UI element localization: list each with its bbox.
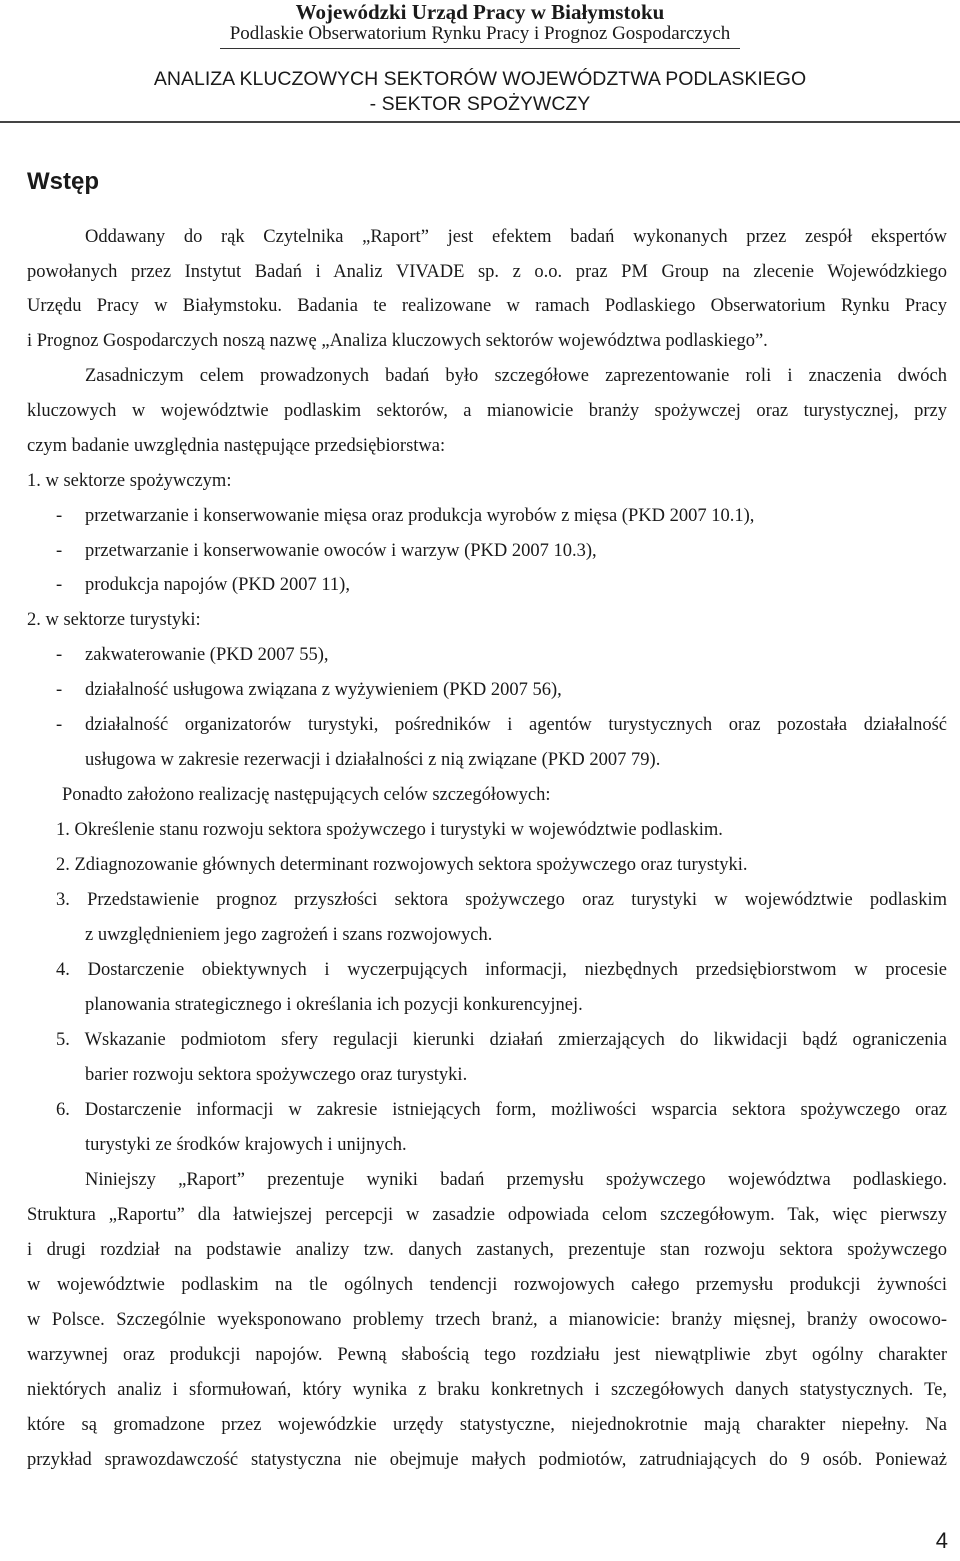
goal-item: 5. Wskazanie podmiotom sfery regulacji kierunki działań zmierzających do likwidacji bądź ograniczenia [56, 1030, 947, 1050]
text-line: i drugi rozdział na podstawie analizy tzw. danych zastanych, prezentuje stan rozwoju sektora spożywczego [27, 1240, 947, 1260]
text-line: Ponadto założono realizację następujących celów szczegółowych: [62, 785, 551, 805]
text-line: które są gromadzone przez wojewódzkie urzędy statystyczne, niejednokrotnie mają charakter niepełny. Na [27, 1415, 947, 1435]
text-line: przykład sprawozdawczość statystyczna nie obejmuje małych podmiotów, zatrudniających do 9 osób. Ponieważ [27, 1450, 947, 1470]
goal-item: 1. Określenie stanu rozwoju sektora spożywczego i turystyki w województwie podlaskim. [56, 820, 723, 840]
bullet-dash: - [56, 575, 63, 595]
list-item: przetwarzanie i konserwowanie owoców i warzyw (PKD 2007 10.3), [85, 541, 597, 561]
bullet-dash: - [56, 680, 63, 700]
list-item: produkcja napojów (PKD 2007 11), [85, 575, 350, 595]
goal-item: 4. Dostarczenie obiektywnych i wyczerpujących informacji, niezbędnych przedsiębiorstwom w procesie [56, 960, 947, 980]
text-line: powołanych przez Instytut Badań i Analiz VIVADE sp. z o.o. praz PM Group na zlecenie Wojewódzkiego [27, 262, 947, 282]
list-heading: 2. w sektorze turystyki: [27, 610, 201, 630]
goal-item: 3. Przedstawienie prognoz przyszłości sektora spożywczego oraz turystyki w województwie podlaskim [56, 890, 947, 910]
text-line: Oddawany do rąk Czytelnika „Raport” jest efektem badań wykonanych przez zespół ekspertów [85, 227, 947, 247]
list-item-continuation: usługowa w zakresie rezerwacji i działalności z nią związane (PKD 2007 79). [85, 750, 661, 770]
bullet-dash: - [56, 645, 63, 665]
header-divider [0, 121, 960, 123]
bullet-dash: - [56, 506, 63, 526]
text-line: i Prognoz Gospodarczych noszą nazwę „Analiza kluczowych sektorów województwa podlaskiego”. [27, 331, 768, 351]
goal-item-continuation: z uwzględnieniem jego zagrożeń i szans rozwojowych. [85, 925, 493, 945]
goal-item-continuation: turystyki ze środków krajowych i unijnych. [85, 1135, 407, 1155]
text-line: niektórych analiz i sformułowań, który wynika z braku konkretnych i szczegółowych danych statystycznych. Te, [27, 1380, 947, 1400]
list-item: przetwarzanie i konserwowanie mięsa oraz produkcja wyrobów z mięsa (PKD 2007 10.1), [85, 506, 755, 526]
header-observatory: Podlaskie Obserwatorium Rynku Pracy i Prognoz Gospodarczych [229, 23, 731, 44]
goal-item: 6. Dostarczenie informacji w zakresie istniejących form, możliwości wsparcia sektora spożywczego oraz [56, 1100, 947, 1120]
list-item: zakwaterowanie (PKD 2007 55), [85, 645, 329, 665]
goal-item: 2. Zdiagnozowanie głównych determinant rozwojowych sektora spożywczego oraz turystyki. [56, 855, 748, 875]
goal-item-continuation: planowania strategicznego i określania ich pozycji konkurencyjnej. [85, 995, 583, 1015]
header-rule [220, 48, 740, 49]
section-heading: Wstęp [27, 168, 99, 195]
text-line: w Polsce. Szczególnie wyeksponowano problemy trzech branż, a mianowicie: branży mięsnej, branży owocowo- [27, 1310, 947, 1330]
list-item: działalność organizatorów turystyki, pośredników i agentów turystycznych oraz pozostała działalność [85, 715, 947, 735]
text-line: kluczowych w województwie podlaskim sektorów, a mianowicie branży spożywczej oraz turystycznej, przy [27, 401, 947, 421]
text-line: Struktura „Raportu” dla łatwiejszej percepcji w zasadzie odpowiada celom szczegółowym. Tak, więc pierwszy [27, 1205, 947, 1225]
list-item: działalność usługowa związana z wyżywieniem (PKD 2007 56), [85, 680, 562, 700]
text-line: czym badanie uwzględnia następujące przedsiębiorstwa: [27, 436, 446, 456]
list-heading: 1. w sektorze spożywczym: [27, 471, 232, 491]
header-title-line-1: ANALIZA KLUCZOWYCH SEKTORÓW WOJEWÓDZTWA PODLASKIEGO [153, 68, 807, 90]
text-line: warzywnej oraz produkcji napojów. Pewną słabością tego rozdziału jest niewątpliwie zbyt ogólny charakter [27, 1345, 947, 1365]
header-title-line-2: - SEKTOR SPOŻYWCZY [369, 93, 591, 115]
bullet-dash: - [56, 715, 63, 735]
text-line: Niniejszy „Raport” prezentuje wyniki badań przemysłu spożywczego województwa podlaskiego. [85, 1170, 947, 1190]
page-number: 4 [935, 1528, 948, 1553]
text-line: Zasadniczym celem prowadzonych badań było szczegółowe zaprezentowanie roli i znaczenia dwóch [85, 366, 947, 386]
text-line: w województwie podlaskim na tle ogólnych tendencji rozwojowych całego przemysłu produkcji żywności [27, 1275, 947, 1295]
goal-item-continuation: barier rozwoju sektora spożywczego oraz turystyki. [85, 1065, 468, 1085]
text-line: Urzędu Pracy w Białymstoku. Badania te realizowane w ramach Podlaskiego Obserwatorium Rynku Pracy [27, 296, 947, 316]
bullet-dash: - [56, 541, 63, 561]
header-organization: Wojewódzki Urząd Pracy w Białymstoku [295, 0, 665, 24]
